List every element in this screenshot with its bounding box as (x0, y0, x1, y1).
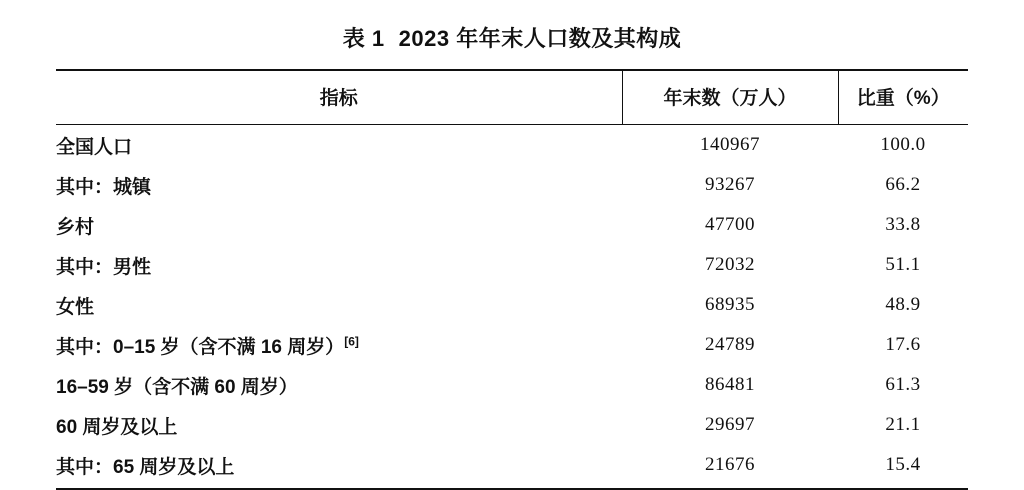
row-share-value: 51.1 (885, 254, 921, 275)
table-title (0, 0, 1024, 69)
table-row (56, 205, 968, 245)
table-row (56, 125, 968, 166)
footnote-marker: [6] (344, 334, 359, 349)
row-label: 乡村 (56, 216, 95, 238)
table-header-row (56, 70, 968, 125)
population-table (56, 69, 968, 488)
row-share-value: 61.3 (885, 374, 921, 395)
table-row (56, 285, 968, 325)
table-caption: 2023 年年末人口数及其构成 (398, 26, 682, 51)
table-row (56, 325, 968, 365)
row-share-value: 66.2 (885, 174, 921, 195)
column-header-share: 比重（%） (838, 70, 968, 125)
table-body (56, 125, 968, 488)
row-year-end-value: 72032 (705, 254, 755, 275)
row-share-value: 33.8 (885, 214, 921, 235)
column-header-indicator: 指标 (56, 70, 622, 125)
row-label: 16–59 岁（含不满 60 周岁） (56, 376, 298, 398)
row-share-value: 100.0 (880, 134, 926, 155)
table-row (56, 245, 968, 285)
table-number: 表 1 (342, 26, 385, 51)
row-share-value: 15.4 (885, 454, 921, 475)
row-year-end-value: 140967 (700, 134, 760, 155)
table-head (56, 70, 968, 125)
row-label: 其中：65 周岁及以上 (56, 456, 235, 478)
row-label: 女性 (56, 296, 95, 318)
row-share-value: 21.1 (885, 414, 921, 435)
table-row (56, 445, 968, 488)
table-row (56, 165, 968, 205)
column-header-year-end: 年末数（万人） (622, 70, 838, 125)
row-year-end-value: 68935 (705, 294, 755, 315)
row-year-end-value: 93267 (705, 174, 755, 195)
row-year-end-value: 21676 (705, 454, 755, 475)
row-share-value: 48.9 (885, 294, 921, 315)
row-year-end-value: 29697 (705, 414, 755, 435)
row-share-value: 17.6 (885, 334, 921, 355)
table-row (56, 365, 968, 405)
row-label: 60 周岁及以上 (56, 416, 178, 438)
row-year-end-value: 86481 (705, 374, 755, 395)
row-year-end-value: 24789 (705, 334, 755, 355)
row-label: 其中：城镇 (56, 176, 152, 198)
table-bottom-rule (56, 488, 968, 490)
row-label: 其中：0–15 岁（含不满 16 周岁）[6] (56, 334, 359, 358)
row-label: 全国人口 (56, 136, 133, 158)
row-year-end-value: 47700 (705, 214, 755, 235)
table-row (56, 405, 968, 445)
row-label: 其中：男性 (56, 256, 152, 278)
